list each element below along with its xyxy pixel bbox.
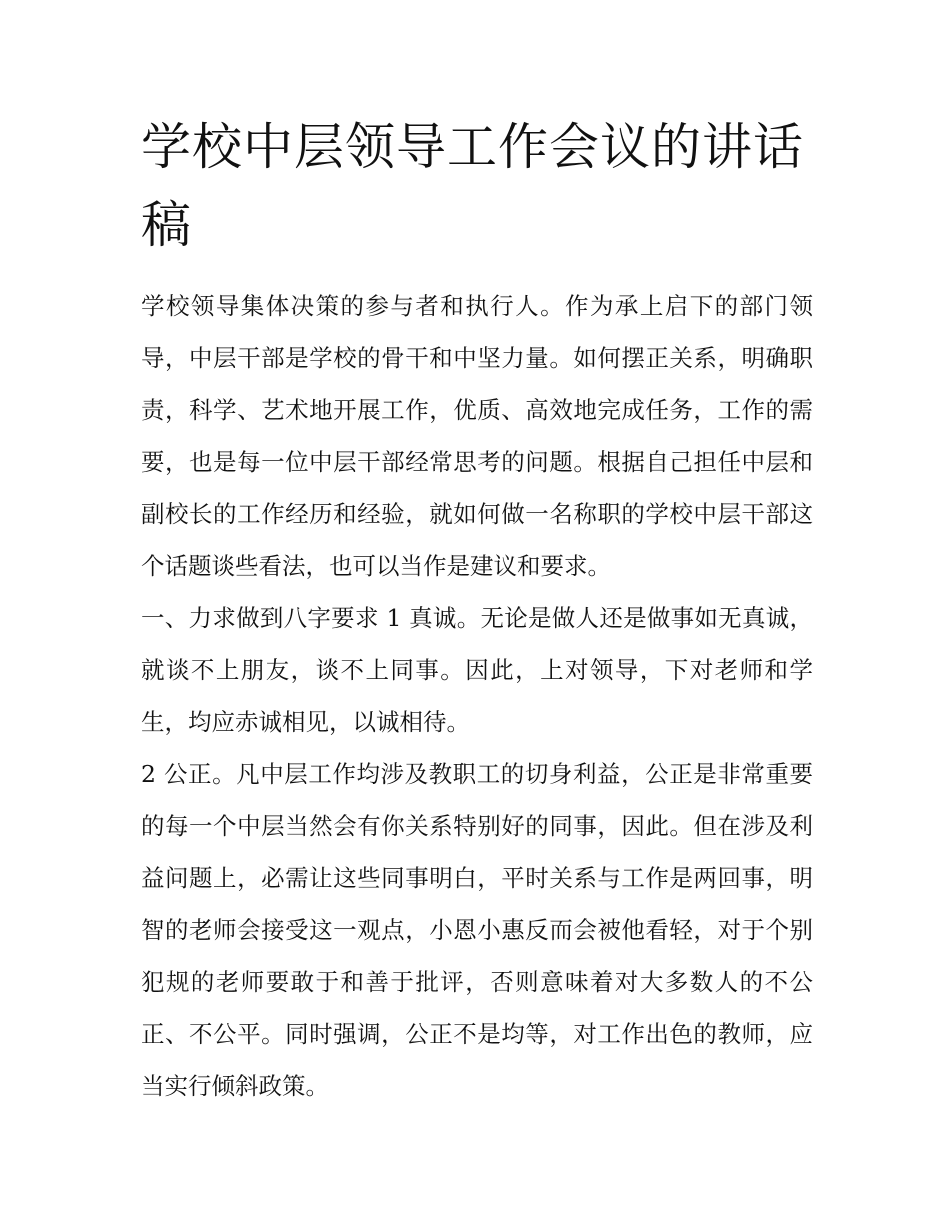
paragraph-sincerity: 一、力求做到八字要求 1 真诚。无论是做人还是做事如无真诚，就谈不上朋友，谈不上同事。因此，上对领导，下对老师和学生，均应赤诚相见，以诚相待。 — [141, 604, 813, 736]
paragraph-intro: 学校领导集体决策的参与者和执行人。作为承上启下的部门领导，中层干部是学校的骨干和中坚力量。如何摆正关系，明确职责，科学、艺术地开展工作，优质、高效地完成任务，工作的需要，也是每一位中层干部经常思考的问题。根据自己担任中层和副校长的工作经历和经验，就如何做一名称职的学校中层干部这个话题谈些看法，也可以当作是建议和要求。 — [141, 292, 813, 580]
paragraph-fairness: 2 公正。凡中层工作均涉及教职工的切身利益，公正是非常重要的每一个中层当然会有你关系特别好的同事，因此。但在涉及利益问题上，必需让这些同事明白，平时关系与工作是两回事，明智的老师会接受这一观点，小恩小惠反而会被他看轻，对于个别犯规的老师要敢于和善于批评，否则意味着对大多数人的不公正、不公平。同时强调，公正不是均等，对工作出色的教师，应当实行倾斜政策。 — [141, 760, 813, 1100]
document-title: 学校中层领导工作会议的讲话稿 — [141, 118, 804, 254]
document-body — [141, 108, 813, 1112]
